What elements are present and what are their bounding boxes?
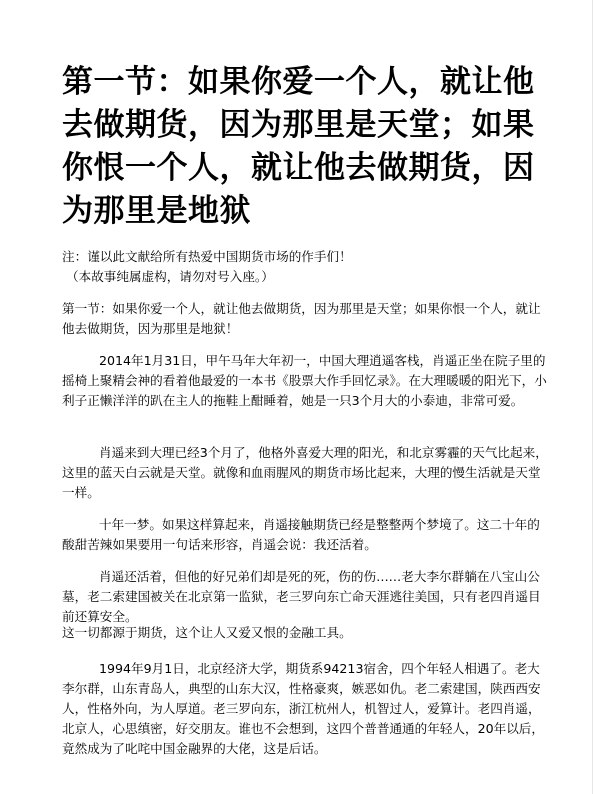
paragraph-4: 肖遥还活着，但他的好兄弟们却是死的死，伤的伤……老大李尔群躺在八宝山公墓，老二索建国被关在北京第一监狱，老三罗向东亡命天涯逃往美国，只有老四肖遥目前还算安全。 bbox=[62, 569, 541, 624]
dedication-line: 注：谨以此文献给所有热爱中国期货市场的作手们！ bbox=[62, 249, 352, 264]
dedication-note bbox=[62, 247, 550, 287]
disclaimer-line: （本故事纯属虚构，请勿对号入座。） bbox=[66, 269, 274, 284]
paragraph-1: 2014年1月31日，甲午马年大年初一，中国大理逍遥客栈，肖遥正坐在院子里的摇椅上聚精会神的看着他最爱的一本书《股票大作手回忆录》。在大理暖暖的阳光下，小利子正懒洋洋的趴在主人的拖鞋上酣睡着，她是一只3个月大的小泰迪，非常可爱。 bbox=[62, 353, 547, 408]
paragraph-2: 肖遥来到大理已经3个月了，他格外喜爱大理的阳光，和北京雾霾的天气比起来，这里的蓝天白云就是天堂。就像和血雨腥风的期货市场比起来，大理的慢生活就是天堂一样。 bbox=[62, 445, 548, 500]
paragraph-5: 1994年9月1日，北京经济大学，期货系94213宿舍，四个年轻人相遇了。老大李尔群，山东青岛人，典型的山东大汉，性格豪爽，嫉恶如仇。老二索建国，陕西西安人，性格外向，为人厚道。老三罗向东，浙江杭州人，机智过人，爱算计。老四肖遥，北京人，心思缜密，好交朋友。谁也不会想到，这四个普普通通的年轻人，20年以后，竟然成为了叱咤中国金融界的大佬，这是后话。 bbox=[62, 661, 544, 756]
paragraph-3: 十年一梦。如果这样算起来，肖遥接触期货已经是整整两个梦境了。这二十年的酸甜苦辣如果要用一句话来形容，肖遥会说：我还活着。 bbox=[62, 517, 540, 552]
closing-line: 这一切都源于期货，这个让人又爱又恨的金融工具。 bbox=[62, 625, 352, 640]
document-title: 第一节：如果你爱一个人，就让他去做期货，因为那里是天堂；如果你恨一个人，就让他去做期货，因为那里是地狱 bbox=[62, 64, 535, 229]
section-heading: 第一节：如果你爱一个人，就让他去做期货，因为那里是天堂；如果你恨一个人，就让他去做期货，因为那里是地狱！ bbox=[62, 301, 541, 336]
